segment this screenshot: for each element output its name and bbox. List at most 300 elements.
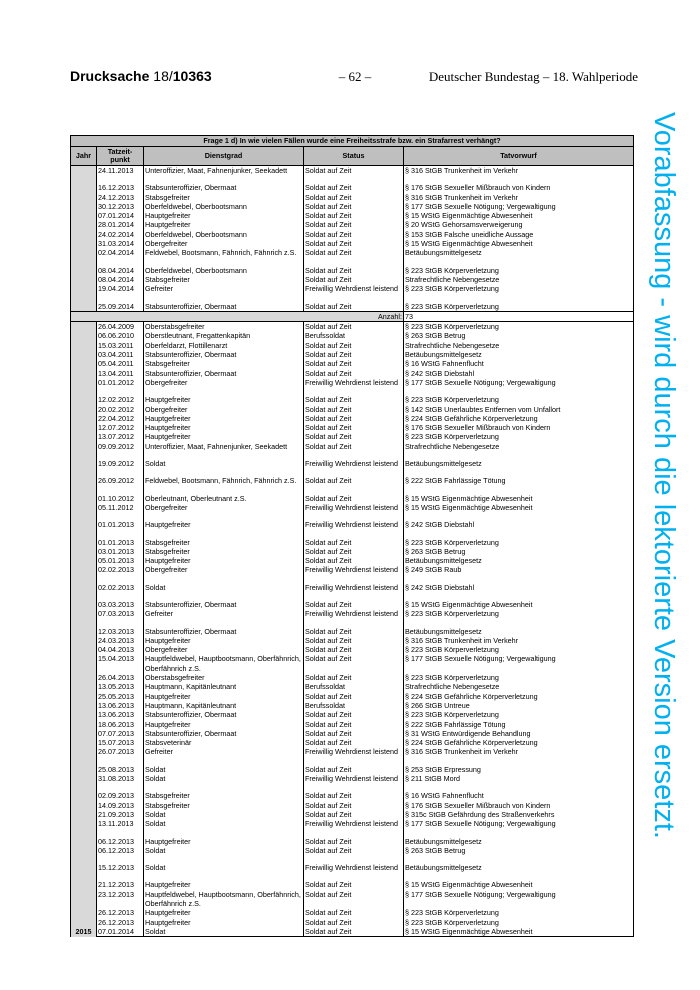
table-cell	[97, 783, 144, 791]
table-cell: Obergefreiter	[144, 565, 304, 574]
table-cell: § 16 WStG Fahnenflucht	[404, 359, 634, 368]
table-cell: Obergefreiter	[144, 405, 304, 414]
table-cell: § 223 StGB Körperverletzung	[404, 538, 634, 547]
table-cell: Soldat auf Zeit	[304, 837, 404, 846]
table-cell: Soldat auf Zeit	[304, 720, 404, 729]
table-row	[71, 175, 634, 183]
table-cell: § 316 StGB Trunkenheit im Verkehr	[404, 747, 634, 756]
table-cell	[404, 468, 634, 476]
table-cell: Strafrechtliche Nebengesetze	[404, 682, 634, 691]
table-cell: 04.04.2013	[97, 645, 144, 654]
table-cell: Hauptgefreiter	[144, 837, 304, 846]
table-cell: 30.12.2013	[97, 202, 144, 211]
table-cell: Soldat	[144, 810, 304, 819]
table-cell: 02.09.2013	[97, 791, 144, 800]
table-cell: Soldat auf Zeit	[304, 302, 404, 312]
table-row	[71, 829, 634, 837]
table-cell	[144, 451, 304, 459]
table-cell	[97, 258, 144, 266]
table-cell: 07.01.2014	[97, 927, 144, 937]
table-cell: § 15 WStG Eigenmächtige Abwesenheit	[404, 211, 634, 220]
table-cell: § 176 StGB Sexueller Mißbrauch von Kindern	[404, 801, 634, 810]
table-cell: 24.03.2013	[97, 636, 144, 645]
table-cell: 01.01.2013	[97, 520, 144, 529]
table-row	[71, 565, 634, 574]
table-cell: Soldat auf Zeit	[304, 810, 404, 819]
table-cell: Hauptfeldwebel, Hauptbootsmann, Oberfähnrich, Oberfähnrich z.S.	[144, 890, 304, 909]
table-row	[71, 837, 634, 846]
table-cell: § 223 StGB Körperverletzung	[404, 710, 634, 719]
table-cell: 01.01.2012	[97, 378, 144, 387]
col-header-status: Status	[304, 147, 404, 166]
table-cell: Betäubungsmittelgesetz	[404, 459, 634, 468]
table-cell: Soldat auf Zeit	[304, 673, 404, 682]
table-row	[71, 294, 634, 302]
table-cell: 31.03.2014	[97, 239, 144, 248]
table-cell: § 263 StGB Betrug	[404, 547, 634, 556]
table-cell: Soldat auf Zeit	[304, 395, 404, 404]
table-row	[71, 710, 634, 719]
table-cell	[404, 512, 634, 520]
table-row	[71, 855, 634, 863]
table-cell: 01.01.2013	[97, 538, 144, 547]
table-row	[71, 673, 634, 682]
table-cell: § 223 StGB Körperverletzung	[404, 322, 634, 332]
table-cell: 18.06.2013	[97, 720, 144, 729]
table-cell: Betäubungsmittelgesetz	[404, 248, 634, 257]
table-cell: § 263 StGB Betrug	[404, 846, 634, 855]
table-row	[71, 512, 634, 520]
table-cell	[97, 855, 144, 863]
table-row	[71, 863, 634, 872]
table-cell: Hauptgefreiter	[144, 556, 304, 565]
table-cell: Oberleutnant, Oberleutnant z.S.	[144, 494, 304, 503]
table-cell	[404, 387, 634, 395]
table-row	[71, 193, 634, 202]
table-cell: 12.02.2012	[97, 395, 144, 404]
table-row	[71, 202, 634, 211]
table-cell: Oberfeldwebel, Oberbootsmann	[144, 202, 304, 211]
table-cell: 07.07.2013	[97, 729, 144, 738]
table-row	[71, 451, 634, 459]
table-row	[71, 239, 634, 248]
table-cell: Strafrechtliche Nebengesetze	[404, 442, 634, 451]
table-row	[71, 359, 634, 368]
table-cell	[404, 619, 634, 627]
table-cell	[304, 258, 404, 266]
table-row	[71, 720, 634, 729]
table-cell: 12.03.2013	[97, 627, 144, 636]
table-cell: 06.12.2013	[97, 846, 144, 855]
table-cell	[304, 486, 404, 494]
col-header-jahr: Jahr	[71, 147, 97, 166]
table-cell: Freiwillig Wehrdienst leistend	[304, 284, 404, 293]
table-cell: 08.04.2014	[97, 275, 144, 284]
table-cell: Hauptgefreiter	[144, 395, 304, 404]
table-row	[71, 486, 634, 494]
table-cell: Soldat	[144, 863, 304, 872]
table-cell: Soldat auf Zeit	[304, 494, 404, 503]
table-row	[71, 258, 634, 266]
table-cell: § 31 WStG Entwürdigende Behandlung	[404, 729, 634, 738]
table-cell: Soldat auf Zeit	[304, 738, 404, 747]
table-cell	[144, 829, 304, 837]
table-cell: 02.02.2013	[97, 583, 144, 592]
table-cell: § 223 StGB Körperverletzung	[404, 302, 634, 312]
table-cell: Soldat auf Zeit	[304, 476, 404, 485]
table-row	[71, 765, 634, 774]
table-cell: Soldat auf Zeit	[304, 423, 404, 432]
table-cell: § 222 StGB Fahrlässige Tötung	[404, 720, 634, 729]
total-label: Anzahl:	[71, 311, 404, 321]
table-cell: 07.01.2014	[97, 211, 144, 220]
table-row	[71, 387, 634, 395]
table-cell: Soldat auf Zeit	[304, 636, 404, 645]
table-cell: Stabsunteroffizier, Obermaat	[144, 600, 304, 609]
table-cell	[144, 175, 304, 183]
table-cell	[304, 175, 404, 183]
table-cell	[304, 855, 404, 863]
table-row	[71, 395, 634, 404]
page-header	[70, 66, 638, 86]
table-cell: 13.04.2011	[97, 369, 144, 378]
table-cell: Soldat auf Zeit	[304, 442, 404, 451]
data-table	[70, 135, 634, 937]
table-cell: § 224 StGB Gefährliche Körperverletzung	[404, 414, 634, 423]
table-cell: Unteroffizier, Maat, Fahnenjunker, Seekadett	[144, 166, 304, 176]
table-row	[71, 520, 634, 529]
table-cell: Soldat auf Zeit	[304, 239, 404, 248]
table-cell: 31.08.2013	[97, 774, 144, 783]
table-row	[71, 819, 634, 828]
table-row	[71, 266, 634, 275]
table-cell: 19.09.2012	[97, 459, 144, 468]
table-cell: Oberfeldwebel, Oberbootsmann	[144, 230, 304, 239]
table-cell: Stabsunteroffizier, Obermaat	[144, 710, 304, 719]
table-cell: § 242 StGB Diebstahl	[404, 520, 634, 529]
table-cell	[304, 592, 404, 600]
table-row	[71, 692, 634, 701]
table-cell: Soldat	[144, 927, 304, 937]
table-cell: Soldat	[144, 583, 304, 592]
table-cell: § 316 StGB Trunkenheit im Verkehr	[404, 166, 634, 176]
table-cell: Betäubungsmittelgesetz	[404, 556, 634, 565]
table-cell: Stabsunteroffizier, Obermaat	[144, 350, 304, 359]
table-row	[71, 701, 634, 710]
table-cell: § 15 WStG Eigenmächtige Abwesenheit	[404, 880, 634, 889]
table-cell: Hauptgefreiter	[144, 720, 304, 729]
table-cell: 20.02.2012	[97, 405, 144, 414]
table-cell: Soldat auf Zeit	[304, 350, 404, 359]
table-cell: § 223 StGB Körperverletzung	[404, 266, 634, 275]
table-cell	[97, 512, 144, 520]
table-row	[71, 405, 634, 414]
table-cell	[304, 294, 404, 302]
table-cell: 24.02.2014	[97, 230, 144, 239]
table-cell: Oberfeldwebel, Oberbootsmann	[144, 266, 304, 275]
table-cell: § 223 StGB Körperverletzung	[404, 645, 634, 654]
table-cell: Freiwillig Wehrdienst leistend	[304, 503, 404, 512]
table-row	[71, 592, 634, 600]
table-cell: 26.07.2013	[97, 747, 144, 756]
table-cell: Betäubungsmittelgesetz	[404, 863, 634, 872]
table-cell: Freiwillig Wehrdienst leistend	[304, 819, 404, 828]
table-cell: 22.04.2012	[97, 414, 144, 423]
table-cell: 13.05.2013	[97, 682, 144, 691]
table-cell: 25.08.2013	[97, 765, 144, 774]
table-cell: Stabsgefreiter	[144, 193, 304, 202]
table-cell: Hauptgefreiter	[144, 692, 304, 701]
table-cell: Stabsveterinär	[144, 738, 304, 747]
table-cell	[97, 294, 144, 302]
table-cell: 24.12.2013	[97, 193, 144, 202]
table-row	[71, 442, 634, 451]
table-cell: 21.09.2013	[97, 810, 144, 819]
table-cell	[304, 451, 404, 459]
table-cell: Soldat auf Zeit	[304, 166, 404, 176]
table-cell	[404, 855, 634, 863]
table-cell: § 223 StGB Körperverletzung	[404, 918, 634, 927]
table-cell: Soldat auf Zeit	[304, 880, 404, 889]
table-cell	[304, 575, 404, 583]
table-cell: § 211 StGB Mord	[404, 774, 634, 783]
table-cell: Hauptgefreiter	[144, 220, 304, 229]
table-cell	[404, 258, 634, 266]
table-cell: § 142 StGB Unerlaubtes Entfernen vom Unfallort	[404, 405, 634, 414]
table-cell: § 177 StGB Sexuelle Nötigung; Vergewaltigung	[404, 819, 634, 828]
table-row	[71, 166, 634, 176]
table-cell: § 242 StGB Diebstahl	[404, 369, 634, 378]
table-cell	[144, 387, 304, 395]
table-cell: Obergefreiter	[144, 503, 304, 512]
table-cell: Betäubungsmittelgesetz	[404, 627, 634, 636]
table-row	[71, 810, 634, 819]
table-cell: Hauptgefreiter	[144, 211, 304, 220]
table-row	[71, 476, 634, 485]
table-cell: Soldat auf Zeit	[304, 322, 404, 332]
table-cell: Oberfeldarzt, Flottillenarzt	[144, 341, 304, 350]
table-cell: 13.06.2013	[97, 710, 144, 719]
table-row	[71, 432, 634, 441]
document-number: Drucksache 18/10363	[70, 68, 212, 84]
page-number: – 62 –	[338, 69, 372, 84]
table-cell: Stabsgefreiter	[144, 538, 304, 547]
col-header-dienstgrad: Dienstgrad	[144, 147, 304, 166]
table-row	[71, 927, 634, 937]
table-cell: Berufssoldat	[304, 701, 404, 710]
table-cell: § 222 StGB Fahrlässige Tötung	[404, 476, 634, 485]
table-cell: Feldwebel, Bootsmann, Fähnrich, Fähnrich z.S.	[144, 476, 304, 485]
table-row	[71, 538, 634, 547]
table-cell: § 224 StGB Gefährliche Körperverletzung	[404, 738, 634, 747]
table-cell: Soldat auf Zeit	[304, 266, 404, 275]
table-cell	[304, 530, 404, 538]
table-cell: Freiwillig Wehrdienst leistend	[304, 583, 404, 592]
table-cell: 25.09.2014	[97, 302, 144, 312]
table-cell: § 15 WStG Eigenmächtige Abwesenheit	[404, 239, 634, 248]
table-row	[71, 729, 634, 738]
table-row	[71, 872, 634, 880]
table-row	[71, 757, 634, 765]
table-question: Frage 1 d) In wie vielen Fällen wurde eine Freiheitsstrafe bzw. ein Strafarrest verhängt?	[71, 136, 634, 147]
table-cell: § 15 WStG Eigenmächtige Abwesenheit	[404, 503, 634, 512]
table-cell: Soldat auf Zeit	[304, 710, 404, 719]
table-row	[71, 331, 634, 340]
table-cell: § 15 WStG Eigenmächtige Abwesenheit	[404, 927, 634, 937]
table-row	[71, 880, 634, 889]
table-row	[71, 645, 634, 654]
table-cell: Hauptgefreiter	[144, 414, 304, 423]
table-cell: Freiwillig Wehrdienst leistend	[304, 378, 404, 387]
table-row	[71, 774, 634, 783]
table-row	[71, 322, 634, 332]
table-row	[71, 801, 634, 810]
table-cell: Stabsunteroffizier, Obermaat	[144, 183, 304, 192]
table-cell: Stabsunteroffizier, Obermaat	[144, 302, 304, 312]
table-cell: Obergefreiter	[144, 378, 304, 387]
table-row	[71, 369, 634, 378]
table-cell	[404, 829, 634, 837]
table-cell: 09.09.2012	[97, 442, 144, 451]
table-cell	[144, 512, 304, 520]
table-cell: § 177 StGB Sexuelle Nötigung; Vergewaltigung	[404, 654, 634, 673]
table-cell: Oberstabsgefreiter	[144, 322, 304, 332]
table-cell	[97, 829, 144, 837]
table-cell: Berufssoldat	[304, 331, 404, 340]
table-cell: 13.06.2013	[97, 701, 144, 710]
table-cell: Oberstleutnant, Fregattenkapitän	[144, 331, 304, 340]
table-cell	[144, 855, 304, 863]
table-cell: Freiwillig Wehrdienst leistend	[304, 520, 404, 529]
table-cell: 05.01.2013	[97, 556, 144, 565]
watermark-text: Vorabfassung - wird durch die lektorierte Version ersetzt.	[648, 112, 680, 839]
year-cell-empty	[71, 166, 97, 312]
table-cell: Freiwillig Wehrdienst leistend	[304, 565, 404, 574]
table-row	[71, 230, 634, 239]
table-cell: § 315c StGB Gefährdung des Straßenverkehrs	[404, 810, 634, 819]
table-cell: Soldat	[144, 774, 304, 783]
table-cell: Stabsgefreiter	[144, 359, 304, 368]
table-cell: 25.05.2013	[97, 692, 144, 701]
table-cell: Hauptgefreiter	[144, 520, 304, 529]
table-cell: Soldat auf Zeit	[304, 927, 404, 937]
table-cell: Soldat auf Zeit	[304, 183, 404, 192]
table-row	[71, 468, 634, 476]
table-cell: § 223 StGB Körperverletzung	[404, 908, 634, 917]
table-cell	[304, 387, 404, 395]
table-row	[71, 284, 634, 293]
table-cell	[97, 387, 144, 395]
table-cell: 26.12.2013	[97, 908, 144, 917]
table-cell: Soldat auf Zeit	[304, 765, 404, 774]
table-row	[71, 556, 634, 565]
table-row	[71, 846, 634, 855]
table-cell: 15.12.2013	[97, 863, 144, 872]
table-cell: 06.12.2013	[97, 837, 144, 846]
table-cell: § 15 WStG Eigenmächtige Abwesenheit	[404, 600, 634, 609]
table-cell: Soldat	[144, 765, 304, 774]
table-cell: Hauptmann, Kapitänleutnant	[144, 701, 304, 710]
table-cell	[144, 468, 304, 476]
table-cell: Hauptmann, Kapitänleutnant	[144, 682, 304, 691]
table-cell: Strafrechtliche Nebengesetze	[404, 275, 634, 284]
table-cell: § 253 StGB Erpressung	[404, 765, 634, 774]
table-cell: Soldat auf Zeit	[304, 248, 404, 257]
table-row	[71, 575, 634, 583]
table-cell: Freiwillig Wehrdienst leistend	[304, 609, 404, 618]
table-cell: Betäubungsmittelgesetz	[404, 350, 634, 359]
table-cell: 19.04.2014	[97, 284, 144, 293]
table-cell: Hauptgefreiter	[144, 908, 304, 917]
table-cell: Gefreiter	[144, 284, 304, 293]
table-cell: Soldat auf Zeit	[304, 414, 404, 423]
table-cell: Hauptgefreiter	[144, 636, 304, 645]
table-cell	[144, 530, 304, 538]
table-cell: 01.10.2012	[97, 494, 144, 503]
table-row	[71, 414, 634, 423]
table-cell: Soldat auf Zeit	[304, 692, 404, 701]
table-row	[71, 627, 634, 636]
table-row	[71, 302, 634, 312]
table-cell: § 223 StGB Körperverletzung	[404, 432, 634, 441]
table-cell: 02.04.2014	[97, 248, 144, 257]
table-cell: Soldat auf Zeit	[304, 729, 404, 738]
table-cell	[97, 619, 144, 627]
table-row	[71, 609, 634, 618]
table-cell	[304, 872, 404, 880]
table-row	[71, 547, 634, 556]
table-cell	[97, 872, 144, 880]
table-row	[71, 747, 634, 756]
table-cell: Soldat auf Zeit	[304, 890, 404, 909]
table-cell: Soldat auf Zeit	[304, 230, 404, 239]
table-row	[71, 600, 634, 609]
table-cell: Soldat auf Zeit	[304, 341, 404, 350]
table-cell: Soldat auf Zeit	[304, 627, 404, 636]
table-cell: Hauptgefreiter	[144, 423, 304, 432]
table-cell: Soldat auf Zeit	[304, 547, 404, 556]
table-cell	[404, 451, 634, 459]
table-row	[71, 619, 634, 627]
table-cell: § 223 StGB Körperverletzung	[404, 395, 634, 404]
table-cell: Gefreiter	[144, 747, 304, 756]
table-cell: 15.04.2013	[97, 654, 144, 673]
table-cell	[144, 783, 304, 791]
table-row	[71, 682, 634, 691]
table-cell: § 177 StGB Sexuelle Nötigung; Vergewaltigung	[404, 202, 634, 211]
table-cell: Soldat	[144, 846, 304, 855]
table-cell	[144, 619, 304, 627]
table-cell	[144, 294, 304, 302]
table-cell	[304, 757, 404, 765]
table-cell: § 223 StGB Körperverletzung	[404, 609, 634, 618]
table-cell: 13.11.2013	[97, 819, 144, 828]
table-cell: Freiwillig Wehrdienst leistend	[304, 863, 404, 872]
table-cell: Soldat	[144, 819, 304, 828]
table-row	[71, 636, 634, 645]
table-row	[71, 220, 634, 229]
table-cell: § 177 StGB Sexuelle Nötigung; Vergewaltigung	[404, 890, 634, 909]
table-cell: § 224 StGB Gefährliche Körperverletzung	[404, 692, 634, 701]
table-cell: Stabsgefreiter	[144, 547, 304, 556]
table-cell	[404, 575, 634, 583]
table-cell: Unteroffizier, Maat, Fahnenjunker, Seekadett	[144, 442, 304, 451]
total-value: 73	[404, 311, 634, 321]
table-cell: Gefreiter	[144, 609, 304, 618]
table-cell	[97, 757, 144, 765]
table-cell	[404, 530, 634, 538]
table-cell: 05.04.2011	[97, 359, 144, 368]
